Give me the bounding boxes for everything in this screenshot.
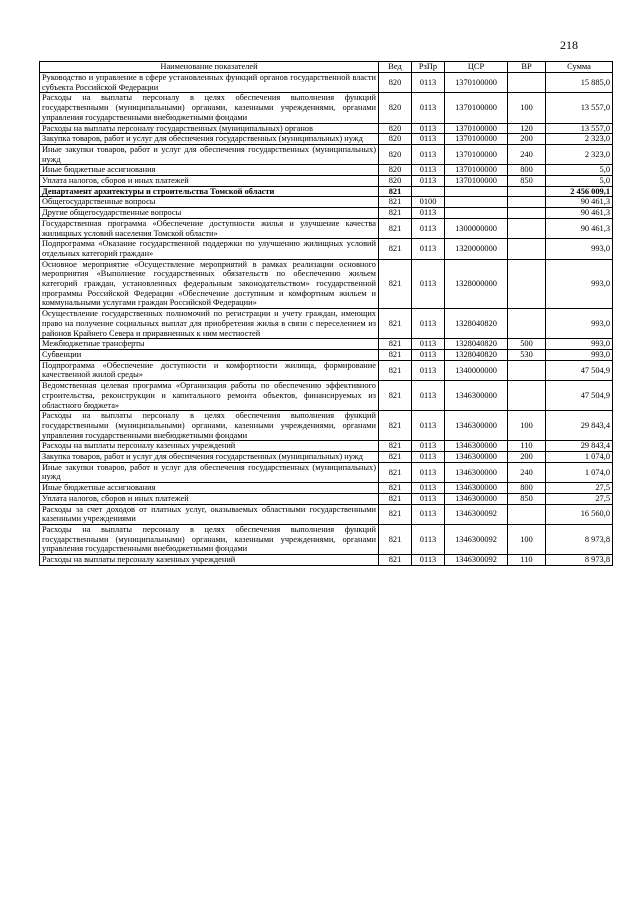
cell-rzpr: 0113 <box>412 483 445 494</box>
cell-name: Основное мероприятие «Осуществление мероприятий в рамках реализации основного мероприятия «Выполнение государственных обязательств по обеспечению жильем категорий граждан, установленных федеральным законодательством» государственной программы Российской Федерации «Обеспечение доступным и комфортным жильем и коммунальными услугами граждан Российской Федерации» <box>40 259 379 309</box>
cell-name: Расходы на выплаты персоналу казенных учреждений <box>40 441 379 452</box>
table-row <box>40 93 613 123</box>
cell-ved: 820 <box>379 144 412 164</box>
cell-sum: 47 504,9 <box>546 381 613 411</box>
table-row <box>40 218 613 238</box>
cell-rzpr: 0113 <box>412 452 445 463</box>
cell-csr: 1346300000 <box>445 462 508 482</box>
cell-vr <box>508 239 546 259</box>
table-row <box>40 186 613 197</box>
cell-rzpr: 0113 <box>412 93 445 123</box>
cell-csr: 1346300000 <box>445 493 508 504</box>
cell-name: Ведомственная целевая программа «Организация работы по обеспечению эффективного строительства, реконструкции и капитального ремонта объектов, финансируемых из областного бюджета» <box>40 381 379 411</box>
cell-csr: 1346300092 <box>445 504 508 524</box>
cell-ved: 821 <box>379 239 412 259</box>
cell-sum: 27,5 <box>546 493 613 504</box>
cell-vr: 530 <box>508 349 546 360</box>
cell-sum: 47 504,9 <box>546 360 613 380</box>
cell-ved: 821 <box>379 483 412 494</box>
table-row <box>40 360 613 380</box>
cell-rzpr: 0100 <box>412 197 445 208</box>
cell-vr <box>508 504 546 524</box>
cell-ved: 820 <box>379 165 412 176</box>
cell-csr: 1328040820 <box>445 349 508 360</box>
cell-vr: 850 <box>508 493 546 504</box>
cell-rzpr: 0113 <box>412 73 445 93</box>
cell-rzpr: 0113 <box>412 360 445 380</box>
cell-ved: 821 <box>379 339 412 350</box>
table-row <box>40 123 613 134</box>
cell-sum: 5,0 <box>546 165 613 176</box>
cell-sum: 29 843,4 <box>546 441 613 452</box>
cell-csr: 1346300000 <box>445 411 508 441</box>
cell-csr: 1328040820 <box>445 309 508 339</box>
cell-csr: 1346300000 <box>445 483 508 494</box>
cell-sum: 27,5 <box>546 483 613 494</box>
cell-csr: 1370100000 <box>445 123 508 134</box>
cell-vr: 120 <box>508 123 546 134</box>
cell-vr: 500 <box>508 339 546 350</box>
cell-sum: 1 074,0 <box>546 462 613 482</box>
cell-name: Расходы на выплаты персоналу в целях обеспечения выполнения функций государственными (муниципальными) органами, казенными учреждениями, органами управления государственными внебюджетными фондами <box>40 93 379 123</box>
cell-name: Государственная программа «Обеспечение доступности жилья и улучшение качества жилищных условий населения Томской области» <box>40 218 379 238</box>
cell-name: Расходы на выплаты персоналу государственных (муниципальных) органов <box>40 123 379 134</box>
cell-rzpr: 0113 <box>412 144 445 164</box>
cell-rzpr <box>412 186 445 197</box>
cell-vr: 100 <box>508 524 546 554</box>
cell-csr: 1346300000 <box>445 441 508 452</box>
cell-vr <box>508 218 546 238</box>
cell-csr: 1346300092 <box>445 555 508 566</box>
header-name: Наименование показателей <box>40 62 379 73</box>
table-body <box>40 73 613 566</box>
cell-rzpr: 0113 <box>412 462 445 482</box>
cell-sum: 2 323,0 <box>546 144 613 164</box>
page-number: 218 <box>560 38 578 52</box>
cell-sum: 5,0 <box>546 176 613 187</box>
cell-vr: 100 <box>508 93 546 123</box>
cell-rzpr: 0113 <box>412 123 445 134</box>
cell-rzpr: 0113 <box>412 309 445 339</box>
cell-ved: 820 <box>379 134 412 145</box>
cell-ved: 821 <box>379 309 412 339</box>
cell-sum: 993,0 <box>546 239 613 259</box>
table-row <box>40 197 613 208</box>
cell-rzpr: 0113 <box>412 208 445 219</box>
table-row <box>40 411 613 441</box>
cell-ved: 820 <box>379 93 412 123</box>
table-row <box>40 165 613 176</box>
cell-ved: 821 <box>379 381 412 411</box>
cell-vr <box>508 259 546 309</box>
cell-csr: 1340000000 <box>445 360 508 380</box>
cell-rzpr: 0113 <box>412 339 445 350</box>
cell-csr: 1370100000 <box>445 93 508 123</box>
cell-rzpr: 0113 <box>412 493 445 504</box>
cell-rzpr: 0113 <box>412 259 445 309</box>
cell-rzpr: 0113 <box>412 411 445 441</box>
cell-sum: 993,0 <box>546 349 613 360</box>
cell-csr: 1300000000 <box>445 218 508 238</box>
cell-csr: 1346300092 <box>445 524 508 554</box>
cell-sum: 90 461,3 <box>546 218 613 238</box>
cell-ved: 821 <box>379 493 412 504</box>
cell-csr: 1346300000 <box>445 381 508 411</box>
table-row <box>40 73 613 93</box>
table-row <box>40 483 613 494</box>
cell-sum: 13 557,0 <box>546 123 613 134</box>
cell-sum: 15 885,0 <box>546 73 613 93</box>
cell-vr: 200 <box>508 134 546 145</box>
table-header-row <box>40 62 613 73</box>
cell-sum: 13 557,0 <box>546 93 613 123</box>
cell-name: Межбюджетные трансферты <box>40 339 379 350</box>
cell-vr <box>508 309 546 339</box>
cell-vr: 800 <box>508 483 546 494</box>
cell-sum: 2 323,0 <box>546 134 613 145</box>
cell-csr: 1370100000 <box>445 165 508 176</box>
cell-ved: 821 <box>379 555 412 566</box>
cell-name: Иные закупки товаров, работ и услуг для обеспечения государственных (муниципальных) нужд <box>40 144 379 164</box>
cell-sum: 29 843,4 <box>546 411 613 441</box>
cell-ved: 820 <box>379 73 412 93</box>
cell-name: Уплата налогов, сборов и иных платежей <box>40 176 379 187</box>
table-row <box>40 441 613 452</box>
cell-csr: 1370100000 <box>445 134 508 145</box>
cell-rzpr: 0113 <box>412 239 445 259</box>
cell-vr <box>508 73 546 93</box>
cell-name: Иные закупки товаров, работ и услуг для обеспечения государственных (муниципальных) нужд <box>40 462 379 482</box>
cell-ved: 821 <box>379 349 412 360</box>
cell-rzpr: 0113 <box>412 504 445 524</box>
header-csr: ЦСР <box>445 62 508 73</box>
cell-rzpr: 0113 <box>412 555 445 566</box>
header-vr: ВР <box>508 62 546 73</box>
cell-name: Расходы на выплаты персоналу в целях обеспечения выполнения функций государственными (муниципальными) органами, казенными учреждениями, органами управления государственными внебюджетными фондами <box>40 411 379 441</box>
table-row <box>40 524 613 554</box>
cell-sum: 90 461,3 <box>546 197 613 208</box>
cell-csr: 1328000000 <box>445 259 508 309</box>
cell-vr: 110 <box>508 555 546 566</box>
cell-name: Руководство и управление в сфере установленных функций органов государственной власти субъекта Российской Федерации <box>40 73 379 93</box>
table-row <box>40 493 613 504</box>
cell-name: Общегосударственные вопросы <box>40 197 379 208</box>
cell-ved: 820 <box>379 176 412 187</box>
cell-name: Уплата налогов, сборов и иных платежей <box>40 493 379 504</box>
cell-vr: 240 <box>508 462 546 482</box>
cell-ved: 821 <box>379 186 412 197</box>
cell-ved: 821 <box>379 524 412 554</box>
cell-csr: 1320000000 <box>445 239 508 259</box>
cell-rzpr: 0113 <box>412 176 445 187</box>
table-row <box>40 309 613 339</box>
cell-rzpr: 0113 <box>412 349 445 360</box>
table-row <box>40 208 613 219</box>
cell-vr <box>508 360 546 380</box>
table-row <box>40 239 613 259</box>
table-row <box>40 134 613 145</box>
cell-name: Закупка товаров, работ и услуг для обеспечения государственных (муниципальных) нужд <box>40 452 379 463</box>
cell-rzpr: 0113 <box>412 381 445 411</box>
header-ved: Вед <box>379 62 412 73</box>
cell-sum: 993,0 <box>546 259 613 309</box>
budget-table <box>39 61 613 566</box>
cell-sum: 16 560,0 <box>546 504 613 524</box>
cell-sum: 1 074,0 <box>546 452 613 463</box>
cell-rzpr: 0113 <box>412 165 445 176</box>
cell-sum: 90 461,3 <box>546 208 613 219</box>
cell-name: Другие общегосударственные вопросы <box>40 208 379 219</box>
cell-vr <box>508 381 546 411</box>
cell-ved: 821 <box>379 411 412 441</box>
table-row <box>40 259 613 309</box>
table-row <box>40 462 613 482</box>
cell-vr: 850 <box>508 176 546 187</box>
cell-vr <box>508 208 546 219</box>
cell-sum: 993,0 <box>546 309 613 339</box>
cell-sum: 993,0 <box>546 339 613 350</box>
cell-name: Осуществление государственных полномочий по регистрации и учету граждан, имеющих право на получение социальных выплат для приобретения жилья в связи с переселением из районов Крайнего Севера и приравненных к ним местностей <box>40 309 379 339</box>
cell-csr: 1346300000 <box>445 452 508 463</box>
header-rzpr: РзПр <box>412 62 445 73</box>
cell-ved: 821 <box>379 452 412 463</box>
cell-vr: 800 <box>508 165 546 176</box>
cell-name: Иные бюджетные ассигнования <box>40 165 379 176</box>
cell-name: Иные бюджетные ассигнования <box>40 483 379 494</box>
cell-ved: 821 <box>379 462 412 482</box>
cell-ved: 821 <box>379 208 412 219</box>
table-row <box>40 176 613 187</box>
cell-rzpr: 0113 <box>412 524 445 554</box>
cell-rzpr: 0113 <box>412 441 445 452</box>
cell-csr: 1328040820 <box>445 339 508 350</box>
cell-ved: 821 <box>379 360 412 380</box>
cell-name: Расходы на выплаты персоналу казенных учреждений <box>40 555 379 566</box>
cell-ved: 821 <box>379 441 412 452</box>
cell-csr <box>445 186 508 197</box>
cell-ved: 821 <box>379 259 412 309</box>
header-sum: Сумма <box>546 62 613 73</box>
table-row <box>40 555 613 566</box>
cell-rzpr: 0113 <box>412 134 445 145</box>
table-row <box>40 504 613 524</box>
cell-ved: 821 <box>379 218 412 238</box>
table-row <box>40 381 613 411</box>
cell-name: Департамент архитектуры и строительства Томской области <box>40 186 379 197</box>
cell-vr: 110 <box>508 441 546 452</box>
cell-name: Закупка товаров, работ и услуг для обеспечения государственных (муниципальных) нужд <box>40 134 379 145</box>
cell-csr <box>445 197 508 208</box>
cell-name: Подпрограмма «Оказание государственной поддержки по улучшению жилищных условий отдельных категорий граждан» <box>40 239 379 259</box>
table-row <box>40 452 613 463</box>
cell-name: Расходы за счет доходов от платных услуг, оказываемых областными государственными казенными учреждениями <box>40 504 379 524</box>
cell-vr: 100 <box>508 411 546 441</box>
cell-sum: 8 973,8 <box>546 555 613 566</box>
cell-name: Расходы на выплаты персоналу в целях обеспечения выполнения функций государственными (муниципальными) органами, казенными учреждениями, органами управления государственными внебюджетными фондами <box>40 524 379 554</box>
cell-sum: 8 973,8 <box>546 524 613 554</box>
cell-sum: 2 456 009,1 <box>546 186 613 197</box>
cell-ved: 821 <box>379 197 412 208</box>
cell-vr: 240 <box>508 144 546 164</box>
table-row <box>40 144 613 164</box>
cell-rzpr: 0113 <box>412 218 445 238</box>
cell-csr: 1370100000 <box>445 73 508 93</box>
cell-vr: 200 <box>508 452 546 463</box>
cell-name: Субвенции <box>40 349 379 360</box>
cell-csr: 1370100000 <box>445 176 508 187</box>
cell-ved: 821 <box>379 504 412 524</box>
cell-name: Подпрограмма «Обеспечение доступности и комфортности жилища, формирование качественной жилой среды» <box>40 360 379 380</box>
table-row <box>40 349 613 360</box>
cell-vr <box>508 186 546 197</box>
cell-csr <box>445 208 508 219</box>
cell-ved: 820 <box>379 123 412 134</box>
cell-csr: 1370100000 <box>445 144 508 164</box>
table-row <box>40 339 613 350</box>
cell-vr <box>508 197 546 208</box>
